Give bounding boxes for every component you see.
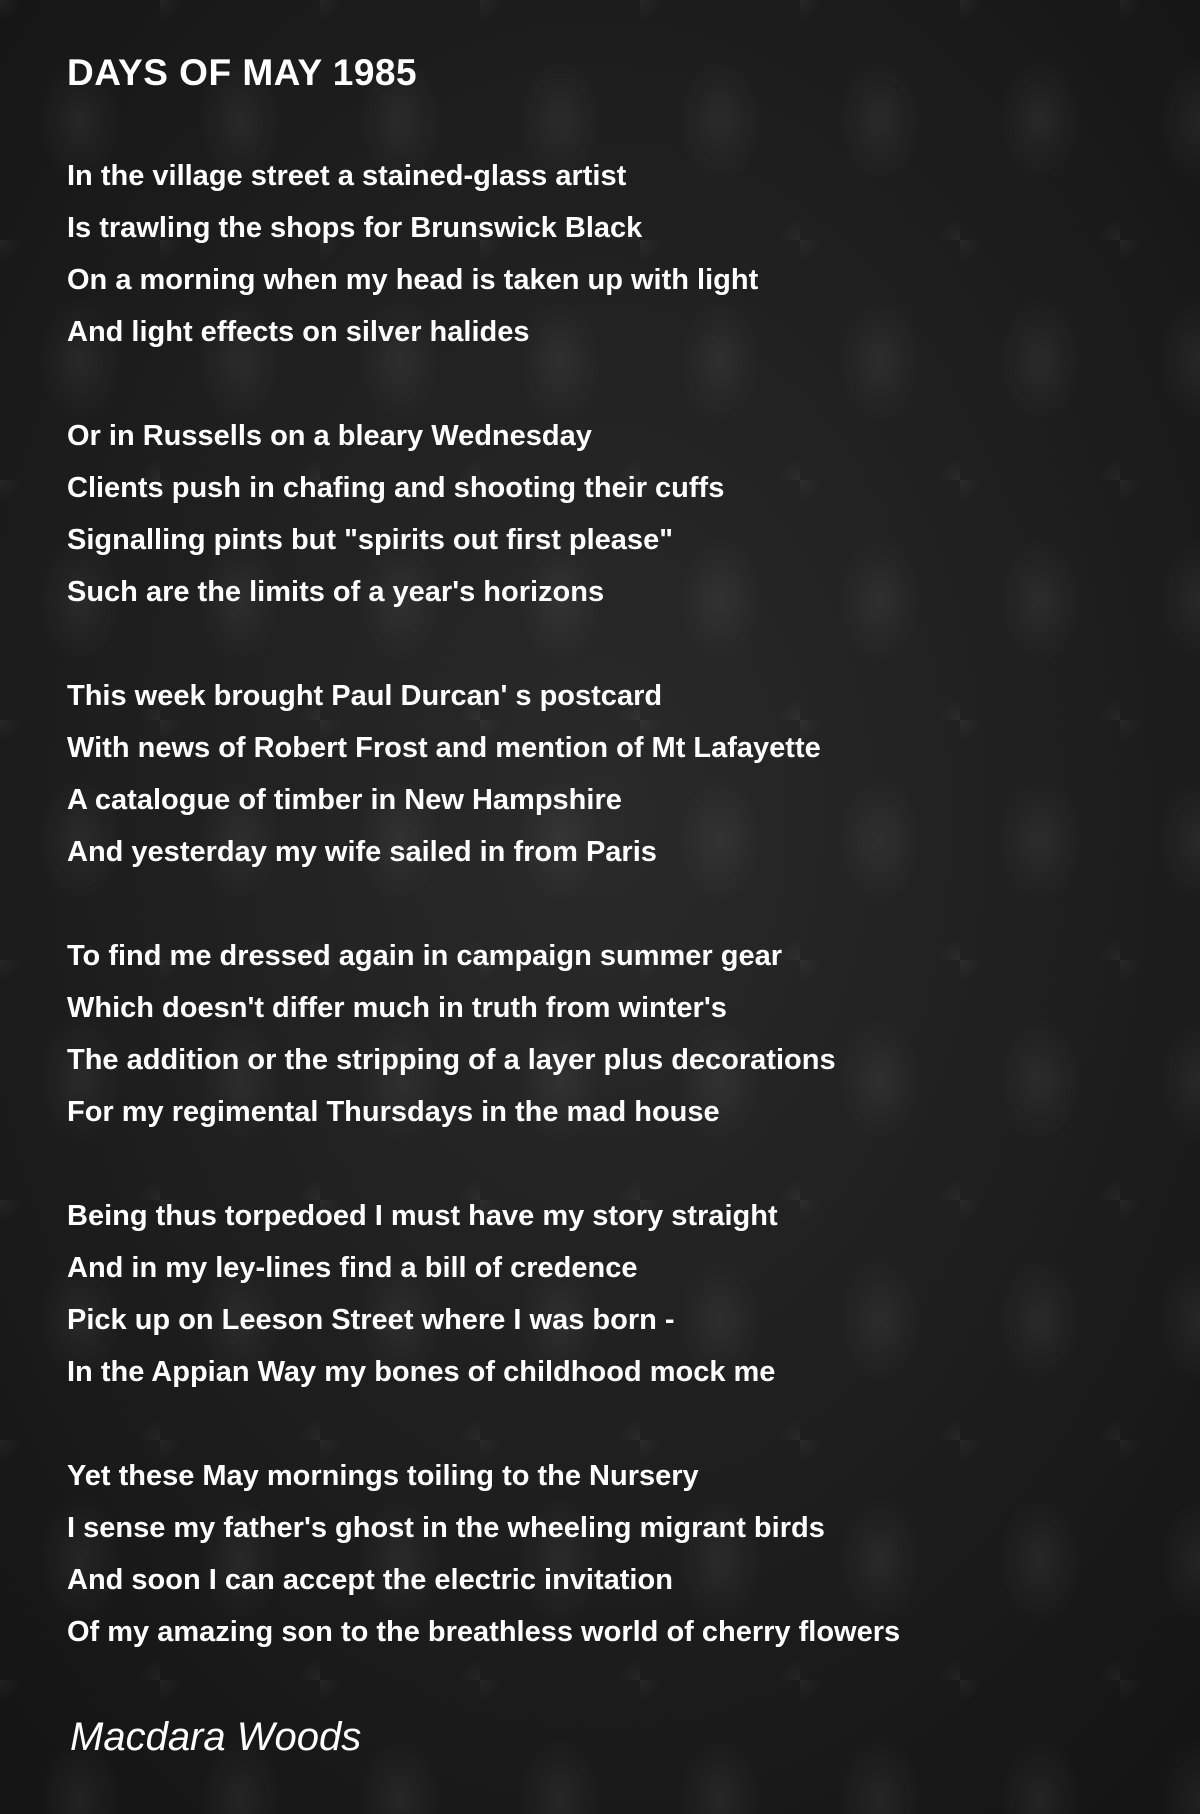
- poem-line: Is trawling the shops for Brunswick Black: [67, 212, 643, 244]
- poem-line: Clients push in chafing and shooting their cuffs: [67, 472, 725, 504]
- poem-line: I sense my father's ghost in the wheeling migrant birds: [67, 1512, 825, 1544]
- poem-line: For my regimental Thursdays in the mad house: [67, 1096, 720, 1128]
- poem-line: Or in Russells on a bleary Wednesday: [67, 420, 592, 452]
- poem-line: And in my ley-lines find a bill of credence: [67, 1252, 638, 1284]
- poem-line: And yesterday my wife sailed in from Paris: [67, 836, 657, 868]
- poem-line: The addition or the stripping of a layer plus decorations: [67, 1044, 836, 1076]
- poem-line: Signalling pints but "spirits out first please": [67, 524, 673, 556]
- poem-line: In the village street a stained-glass artist: [67, 160, 627, 192]
- poem-author: Macdara Woods: [70, 1715, 362, 1759]
- poem-line: On a morning when my head is taken up with light: [67, 264, 759, 296]
- stanza: [67, 410, 1167, 618]
- stanza: [67, 1190, 1167, 1398]
- poem-title: DAYS OF MAY 1985: [67, 52, 418, 93]
- poem-line: Which doesn't differ much in truth from winter's: [67, 992, 727, 1024]
- stanza: [67, 670, 1167, 878]
- stanza: [67, 150, 1167, 358]
- poem-line: A catalogue of timber in New Hampshire: [67, 784, 622, 816]
- stanza: [67, 930, 1167, 1138]
- poem-line: Yet these May mornings toiling to the Nursery: [67, 1460, 699, 1492]
- poem-line: With news of Robert Frost and mention of Mt Lafayette: [67, 732, 821, 764]
- poem-line: Of my amazing son to the breathless world of cherry flowers: [67, 1616, 901, 1648]
- poem-body: [67, 150, 1167, 1710]
- poem-line: In the Appian Way my bones of childhood mock me: [67, 1356, 776, 1388]
- poem-line: Such are the limits of a year's horizons: [67, 576, 605, 608]
- poem-line: Pick up on Leeson Street where I was born -: [67, 1304, 675, 1336]
- poem-line: To find me dressed again in campaign summer gear: [67, 940, 782, 972]
- poem-line: Being thus torpedoed I must have my story straight: [67, 1200, 778, 1232]
- poem-line: And soon I can accept the electric invitation: [67, 1564, 673, 1596]
- poem-line: This week brought Paul Durcan' s postcard: [67, 680, 663, 712]
- poem-line: And light effects on silver halides: [67, 316, 530, 348]
- stanza: [67, 1450, 1167, 1658]
